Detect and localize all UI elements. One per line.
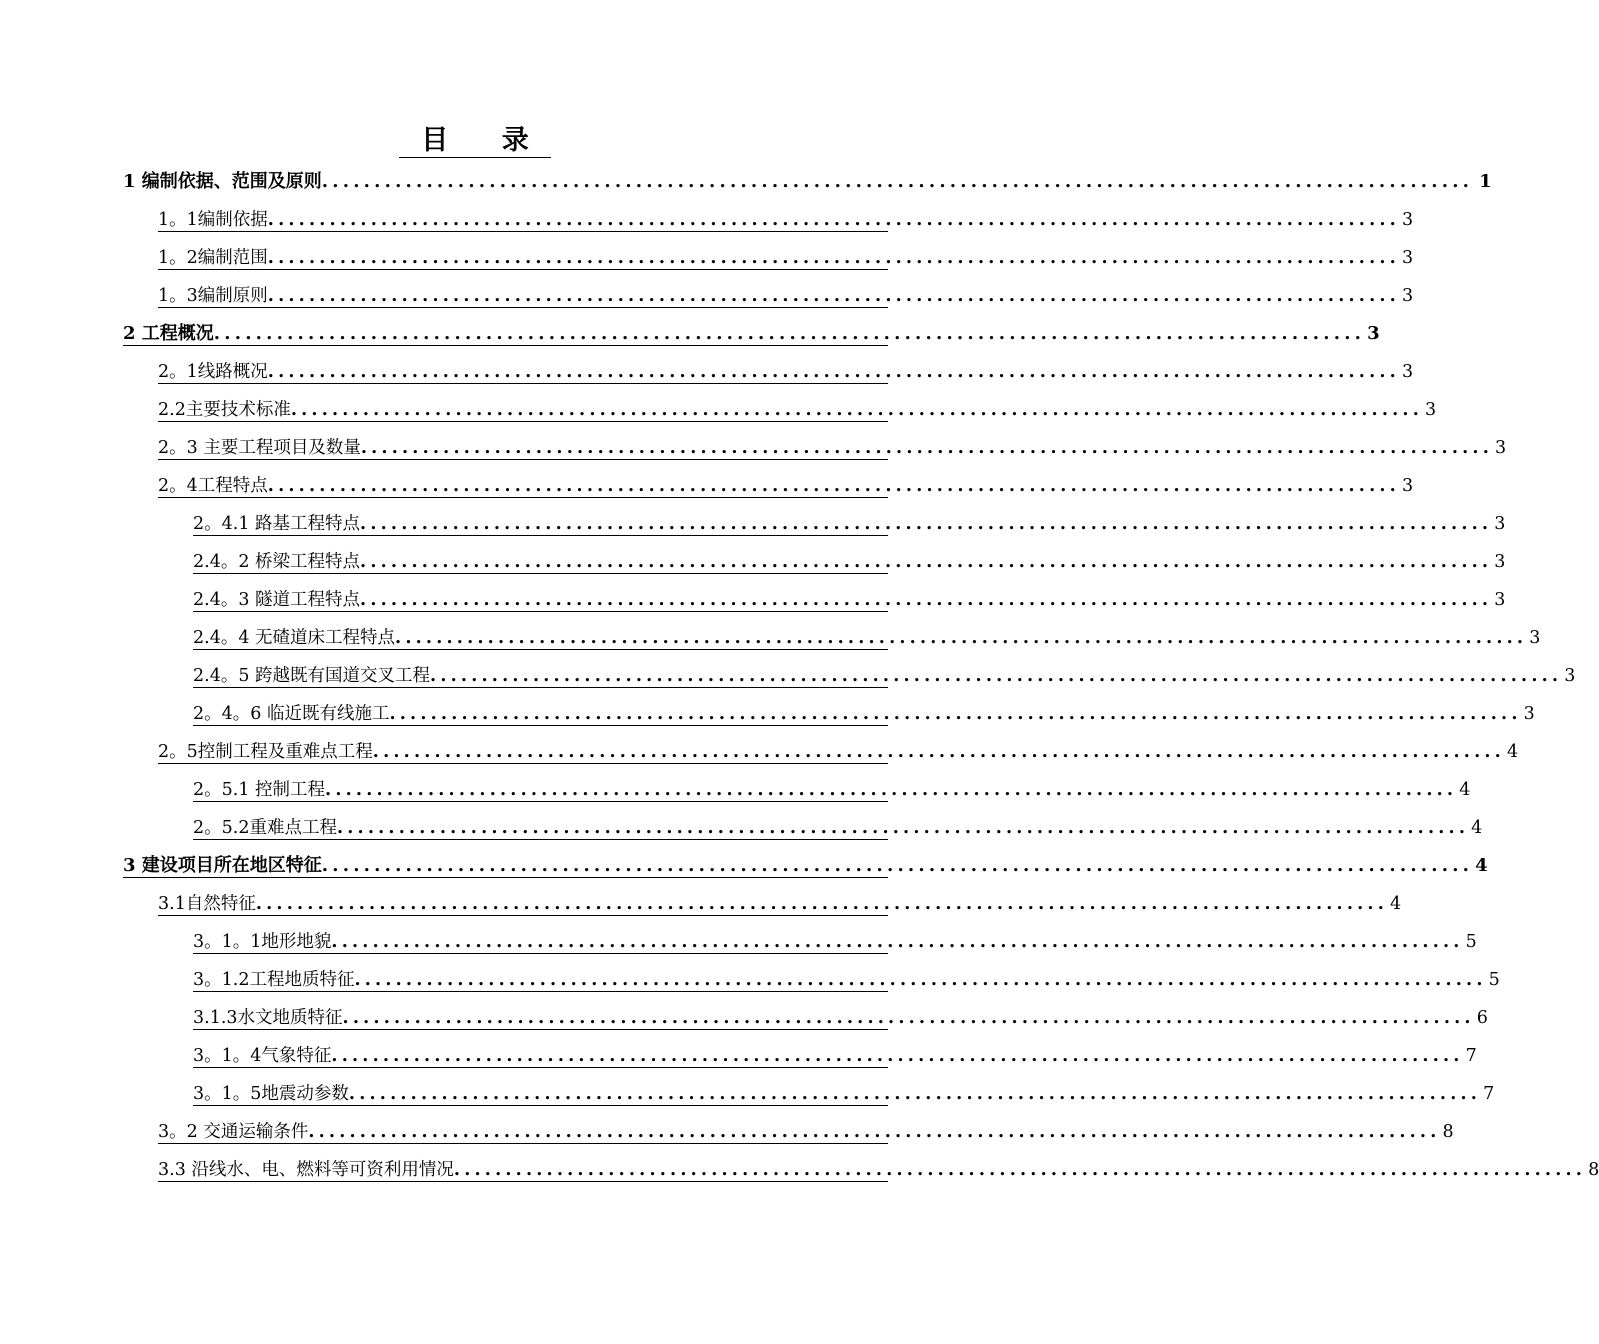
- toc-entry[interactable]: [158, 1113, 1454, 1144]
- dot-leader: ..............................................................................................................: [342, 1008, 1475, 1028]
- toc-entry-label: 2.2主要技术标准: [158, 400, 291, 420]
- toc-entry[interactable]: [193, 619, 1541, 650]
- dot-leader: ..............................................................................................................: [453, 1160, 1587, 1180]
- toc-entry-label: 3.3 沿线水、电、燃料等可资利用情况: [158, 1160, 454, 1180]
- toc-entry[interactable]: [158, 733, 1519, 764]
- toc-entry-label: 3。2 交通运输条件: [158, 1122, 309, 1142]
- toc-entry-page: 6: [1476, 1008, 1488, 1028]
- toc-entry-page: 4: [1390, 894, 1402, 914]
- toc-entry[interactable]: [158, 391, 1437, 422]
- dot-leader: ..............................................................................................................: [360, 514, 1493, 534]
- toc-entry[interactable]: [158, 277, 1414, 308]
- toc-entry-label: 2。5.2重难点工程: [193, 818, 337, 838]
- toc-entry-page: 3: [1401, 476, 1414, 496]
- toc-entry-label: 2.4。4 无碴道床工程特点: [193, 628, 396, 648]
- toc-entry-page: 5: [1465, 932, 1477, 952]
- toc-entry[interactable]: [193, 1075, 1495, 1106]
- toc-entry-page: 1: [1479, 171, 1492, 192]
- dot-leader: ..............................................................................................................: [321, 855, 1474, 876]
- toc-entry-label: 2。4.1 路基工程特点: [193, 514, 361, 534]
- toc-title: [0, 118, 950, 157]
- toc-entry-label: 3.1.3水文地质特征: [193, 1008, 343, 1028]
- dot-leader: ..............................................................................................................: [430, 666, 1563, 686]
- toc-entry[interactable]: [123, 163, 1492, 193]
- toc-entry[interactable]: [193, 923, 1477, 954]
- dot-leader: ..............................................................................................................: [290, 400, 1424, 420]
- dot-leader: ..............................................................................................................: [213, 323, 1366, 344]
- toc-entry[interactable]: [158, 885, 1402, 916]
- dot-leader: ..............................................................................................................: [267, 210, 1400, 230]
- toc-entry[interactable]: [193, 999, 1488, 1030]
- toc-entry[interactable]: [193, 771, 1471, 802]
- toc-entry-label: 3。1.2工程地质特征: [193, 970, 355, 990]
- toc-entry-label: 2。5控制工程及重难点工程: [158, 742, 373, 762]
- toc-entry-page: 3: [1494, 514, 1506, 534]
- toc-entry-label: 2.4。2 桥梁工程特点: [193, 552, 361, 572]
- toc-entry-page: 3: [1529, 628, 1541, 648]
- toc-entry[interactable]: [193, 505, 1506, 536]
- toc-entry-page: 7: [1465, 1046, 1477, 1066]
- toc-entry[interactable]: [123, 847, 1488, 878]
- dot-leader: ..............................................................................................................: [395, 628, 1528, 648]
- toc-entry[interactable]: [123, 315, 1380, 346]
- toc-entry[interactable]: [193, 961, 1500, 992]
- dot-leader: ..............................................................................................................: [360, 552, 1493, 572]
- toc-entry-page: 3: [1564, 666, 1576, 686]
- toc-entry-page: 3: [1367, 323, 1380, 344]
- toc-entry-page: 4: [1475, 855, 1488, 876]
- toc-entry[interactable]: [193, 695, 1535, 726]
- toc-entry-label: 2。3 主要工程项目及数量: [158, 438, 361, 458]
- toc-entry[interactable]: [193, 1037, 1477, 1068]
- toc-entry-page: 3: [1401, 248, 1414, 268]
- toc-entry[interactable]: [158, 201, 1414, 232]
- dot-leader: ..............................................................................................................: [267, 476, 1400, 496]
- dot-leader: ..............................................................................................................: [321, 171, 1474, 192]
- toc-entry-label: 1 编制依据、范围及原则: [123, 171, 322, 192]
- toc-entry-label: 2。1线路概况: [158, 362, 268, 382]
- toc-entry-page: 7: [1483, 1084, 1495, 1104]
- dot-leader: ..............................................................................................................: [267, 362, 1400, 382]
- toc-entry[interactable]: [193, 809, 1483, 840]
- toc-entry-label: 3 建设项目所在地区特征: [123, 855, 322, 876]
- toc-entry-label: 3。1。5地震动参数: [193, 1084, 349, 1104]
- toc-entry-label: 1。3编制原则: [158, 286, 268, 306]
- toc-entry-label: 2。4。6 临近既有线施工: [193, 704, 390, 724]
- toc-entry-page: 3: [1425, 400, 1437, 420]
- dot-leader: ..............................................................................................................: [331, 932, 1464, 952]
- toc-entry-page: 3: [1401, 286, 1414, 306]
- toc-entry-page: 3: [1401, 210, 1414, 230]
- dot-leader: ..............................................................................................................: [389, 704, 1522, 724]
- toc-entry-page: 8: [1442, 1122, 1454, 1142]
- dot-leader: ..............................................................................................................: [372, 742, 1505, 762]
- toc-entry-label: 3。1。1地形地貌: [193, 932, 332, 952]
- toc-entry[interactable]: [158, 353, 1414, 384]
- toc-entry-label: 3。1。4气象特征: [193, 1046, 332, 1066]
- dot-leader: ..............................................................................................................: [354, 970, 1487, 990]
- toc-entry[interactable]: [158, 429, 1507, 460]
- toc-entry-page: 4: [1471, 818, 1483, 838]
- toc-entry-page: 4: [1459, 780, 1471, 800]
- toc-entry-page: 8: [1588, 1160, 1599, 1180]
- toc-entry[interactable]: [193, 581, 1506, 612]
- toc-entry-page: 3: [1494, 590, 1506, 610]
- dot-leader: ..............................................................................................................: [267, 286, 1400, 306]
- dot-leader: ..............................................................................................................: [336, 818, 1470, 838]
- toc-entry-label: 1。2编制范围: [158, 248, 268, 268]
- toc-entry-page: 3: [1495, 438, 1507, 458]
- dot-leader: ..............................................................................................................: [255, 894, 1389, 914]
- toc-entry-page: 3: [1401, 362, 1414, 382]
- toc-entry-label: 2。4工程特点: [158, 476, 268, 496]
- toc-entry-label: 2 工程概况: [123, 323, 214, 344]
- toc-entry-label: 2.4。5 跨越既有国道交叉工程: [193, 666, 431, 686]
- toc-entry[interactable]: [158, 239, 1414, 270]
- dot-leader: ..............................................................................................................: [348, 1084, 1482, 1104]
- dot-leader: ..............................................................................................................: [267, 248, 1400, 268]
- toc-entry-label: 1。1编制依据: [158, 210, 268, 230]
- toc-entry-page: 4: [1506, 742, 1519, 762]
- dot-leader: ..............................................................................................................: [360, 590, 1493, 610]
- dot-leader: ..............................................................................................................: [331, 1046, 1464, 1066]
- toc-entry-page: 5: [1488, 970, 1500, 990]
- dot-leader: ..............................................................................................................: [308, 1122, 1441, 1142]
- toc-entry-page: 3: [1523, 704, 1535, 724]
- toc-entry[interactable]: [193, 543, 1506, 574]
- toc-entry-page: 3: [1494, 552, 1506, 572]
- toc-entry-label: 2。5.1 控制工程: [193, 780, 326, 800]
- toc-title-text: 目 录: [399, 125, 550, 158]
- toc-entry[interactable]: [193, 657, 1576, 688]
- dot-leader: ..............................................................................................................: [360, 438, 1494, 458]
- dot-leader: ..............................................................................................................: [325, 780, 1458, 800]
- toc-entry-label: 3.1自然特征: [158, 894, 256, 914]
- toc-entry-label: 2.4。3 隧道工程特点: [193, 590, 361, 610]
- toc-entry[interactable]: [158, 467, 1414, 498]
- toc-entry[interactable]: [158, 1151, 1599, 1182]
